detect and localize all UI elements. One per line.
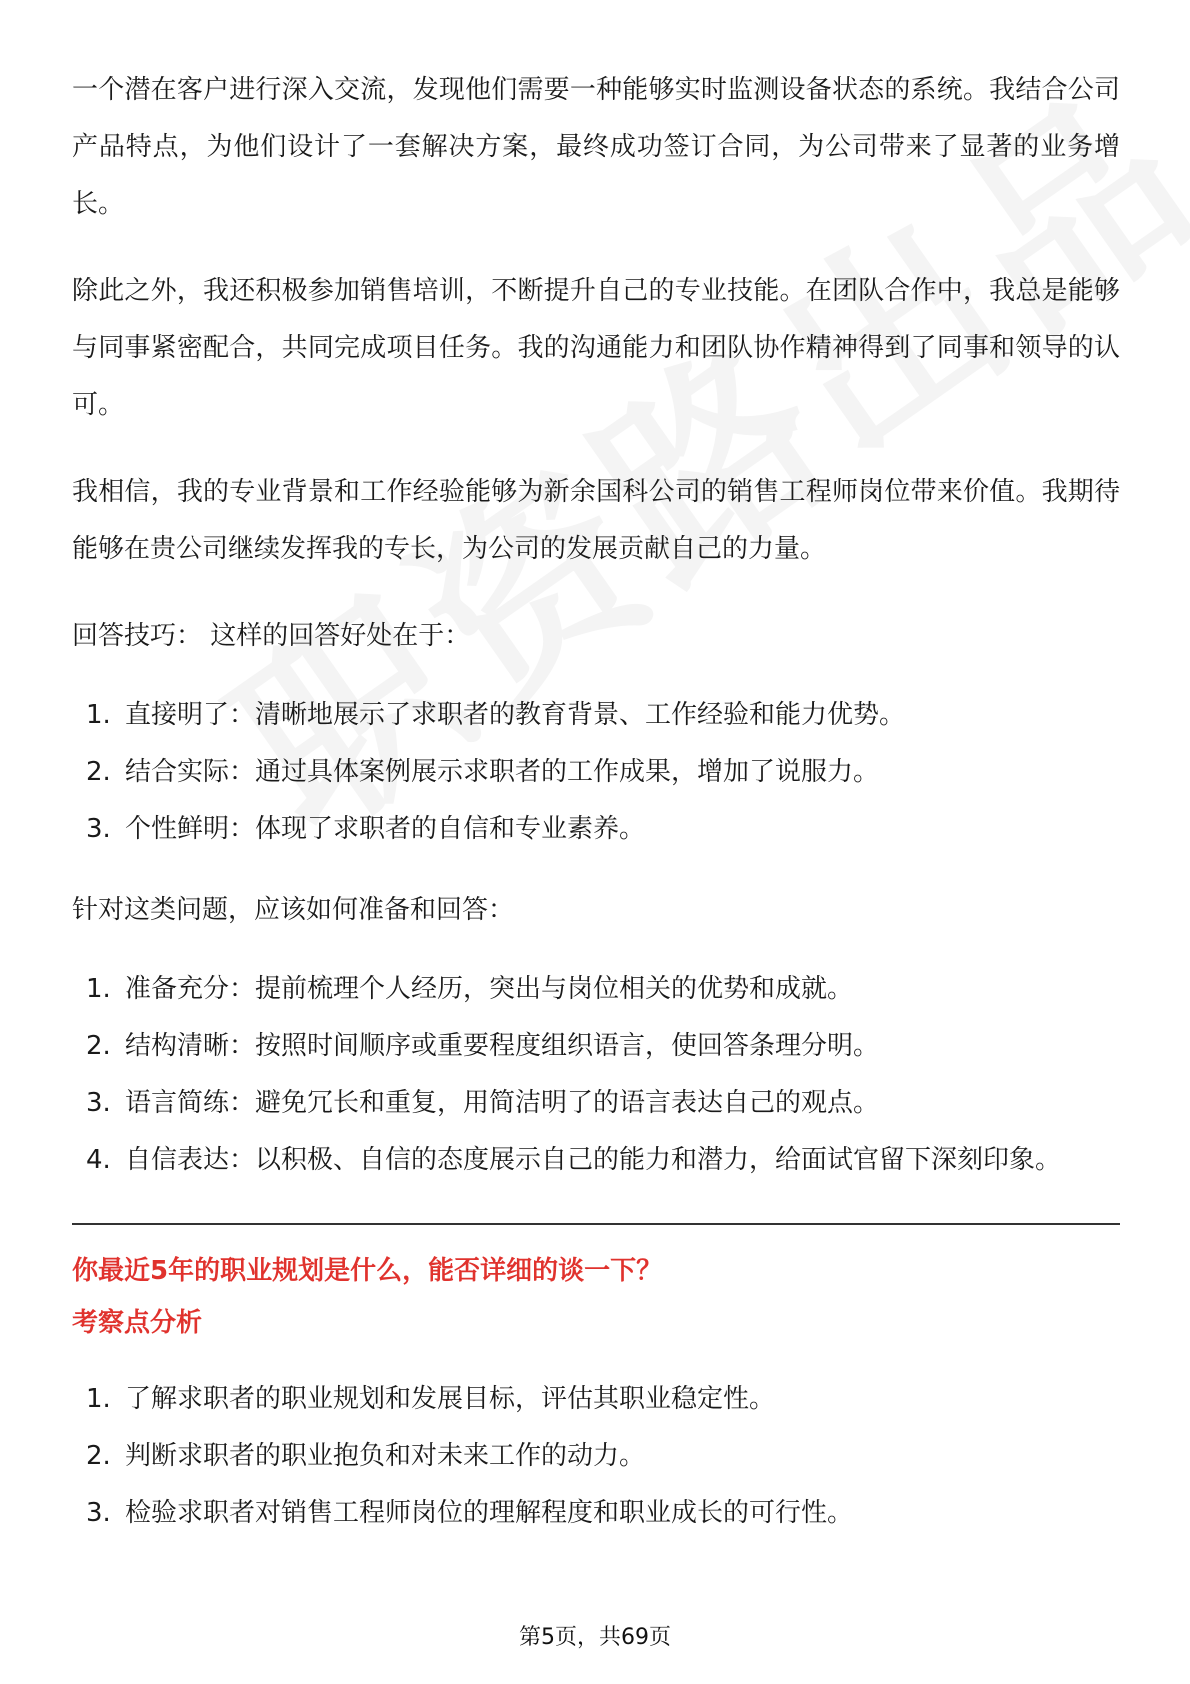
list-text: 语言简练：避免冗长和重复，用简洁明了的语言表达自己的观点。 xyxy=(125,1088,880,1118)
list-text: 直接明了：清晰地展示了求职者的教育背景、工作经验和能力优势。 xyxy=(125,700,906,730)
list-item xyxy=(72,1132,1120,1189)
list-item xyxy=(72,1428,1120,1485)
list-item xyxy=(72,801,1120,858)
list-item xyxy=(72,961,1120,1018)
list-item xyxy=(72,1075,1120,1132)
list-item xyxy=(72,687,1120,744)
list-text: 个性鲜明：体现了求职者的自信和专业素养。 xyxy=(125,814,646,844)
list-text: 了解求职者的职业规划和发展目标，评估其职业稳定性。 xyxy=(125,1384,776,1414)
list-text: 准备充分：提前梳理个人经历，突出与岗位相关的优势和成就。 xyxy=(125,974,854,1004)
list-number: 4. xyxy=(86,1145,111,1175)
prep-list xyxy=(72,961,1120,1189)
list-item xyxy=(72,744,1120,801)
list-text: 判断求职者的职业抱负和对未来工作的动力。 xyxy=(125,1441,646,1471)
list-number: 1. xyxy=(86,700,111,730)
list-number: 3. xyxy=(86,1498,111,1528)
list-text: 结合实际：通过具体案例展示求职者的工作成果，增加了说服力。 xyxy=(125,757,880,787)
tips-intro: 回答技巧： 这样的回答好处在于： xyxy=(72,621,471,651)
section-divider xyxy=(72,1223,1120,1225)
page-content xyxy=(72,62,1120,1542)
list-number: 3. xyxy=(86,1088,111,1118)
list-number: 1. xyxy=(86,1384,111,1414)
tips-list xyxy=(72,687,1120,858)
list-text: 检验求职者对销售工程师岗位的理解程度和职业成长的可行性。 xyxy=(125,1498,854,1528)
paragraph-1: 一个潜在客户进行深入交流，发现他们需要一种能够实时监测设备状态的系统。我结合公司产品特点，为他们设计了一套解决方案，最终成功签订合同，为公司带来了显著的业务增长。 xyxy=(72,75,1120,219)
paragraph-2: 除此之外，我还积极参加销售培训，不断提升自己的专业技能。在团队合作中，我总是能够与同事紧密配合，共同完成项目任务。我的沟通能力和团队协作精神得到了同事和领导的认可。 xyxy=(72,276,1120,420)
list-item xyxy=(72,1018,1120,1075)
page-number-footer: 第5页，共69页 xyxy=(519,1625,671,1650)
list-number: 1. xyxy=(86,974,111,1004)
paragraph-3: 我相信，我的专业背景和工作经验能够为新余国科公司的销售工程师岗位带来价值。我期待能够在贵公司继续发挥我的专长，为公司的发展贡献自己的力量。 xyxy=(72,477,1120,564)
list-text: 结构清晰：按照时间顺序或重要程度组织语言，使回答条理分明。 xyxy=(125,1031,880,1061)
list-number: 2. xyxy=(86,1441,111,1471)
list-number: 2. xyxy=(86,757,111,787)
prep-intro: 针对这类问题，应该如何准备和回答： xyxy=(72,895,515,925)
list-item xyxy=(72,1371,1120,1428)
list-number: 2. xyxy=(86,1031,111,1061)
list-text: 自信表达：以积极、自信的态度展示自己的能力和潜力，给面试官留下深刻印象。 xyxy=(125,1145,1062,1175)
analysis-heading: 考察点分析 xyxy=(72,1308,203,1338)
list-number: 3. xyxy=(86,814,111,844)
analysis-list xyxy=(72,1371,1120,1542)
question-title: 你最近5年的职业规划是什么，能否详细的谈一下？ xyxy=(72,1256,663,1286)
list-item xyxy=(72,1485,1120,1542)
